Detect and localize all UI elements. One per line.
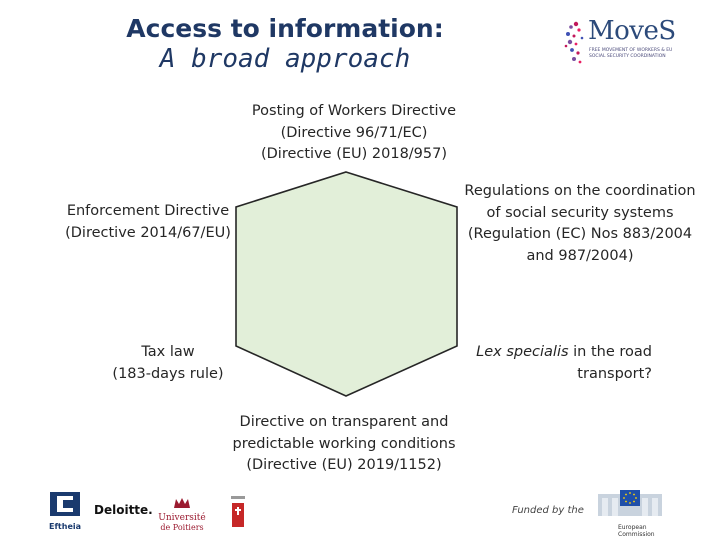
poitiers-name-line1: Université — [158, 513, 206, 523]
slide-subtitle: A broad approach — [159, 44, 411, 74]
label-posting-of-workers — [232, 101, 476, 166]
label-line: Tax law — [141, 344, 195, 360]
label-line: (183-days rule) — [112, 365, 224, 382]
label-line: (Directive (EU) 2019/1152) — [246, 457, 442, 473]
label-transparent-working-conditions — [222, 412, 466, 477]
label-line: Directive on transparent and — [239, 414, 449, 430]
label-line: predictable working conditions — [232, 435, 456, 452]
ec-name-line1: European — [618, 524, 647, 531]
ec-building-flag-icon — [598, 488, 662, 520]
label-line: of social security systems — [486, 204, 674, 221]
poitiers-name-line2: de Poitiers — [160, 523, 204, 532]
label-line — [452, 342, 652, 364]
poitiers-crest-icon — [173, 497, 191, 509]
label-line: Enforcement Directive — [66, 203, 230, 219]
label-social-security-regulations — [450, 181, 710, 267]
deloitte-logo: Deloitte. — [94, 503, 153, 517]
slide-title: Access to information: — [126, 14, 444, 43]
european-commission-logo — [598, 488, 662, 536]
eftheia-mark-icon — [48, 490, 82, 518]
label-line: transport? — [577, 365, 652, 382]
label-line: (Directive (EU) 2018/957) — [260, 146, 448, 162]
label-italic: Lex specialis — [476, 344, 569, 360]
label-line: (Regulation (EC) Nos 883/2004 — [467, 226, 693, 242]
label-line: and 987/2004) — [526, 247, 634, 264]
moves-tagline: FREE MOVEMENT OF WORKERS & EU SOCIAL SECURITY COORDINATION — [589, 48, 673, 59]
poitiers-logo — [154, 494, 210, 532]
label-line: Regulations on the coordination — [464, 183, 696, 199]
eftheia-logo — [48, 490, 82, 530]
moves-wordmark: MoveS — [588, 16, 676, 46]
label-lex-specialis — [452, 342, 652, 385]
label-enforcement-directive — [50, 201, 246, 244]
label-line: (Directive 2014/67/EU) — [65, 224, 231, 241]
label-line: (Directive 96/71/EC) — [280, 124, 428, 141]
label-line: Posting of Workers Directive — [251, 103, 457, 119]
funded-by-text: Funded by the — [512, 505, 584, 516]
red-crest-icon — [230, 495, 246, 529]
ec-name-line2: Commission — [618, 531, 655, 538]
label-tax-law — [98, 342, 238, 385]
eftheia-name: Eftheia — [48, 522, 82, 531]
partner-crest-logo — [230, 495, 246, 529]
label-line-rest: in the road — [568, 344, 652, 360]
hexagon-shape — [236, 172, 457, 396]
